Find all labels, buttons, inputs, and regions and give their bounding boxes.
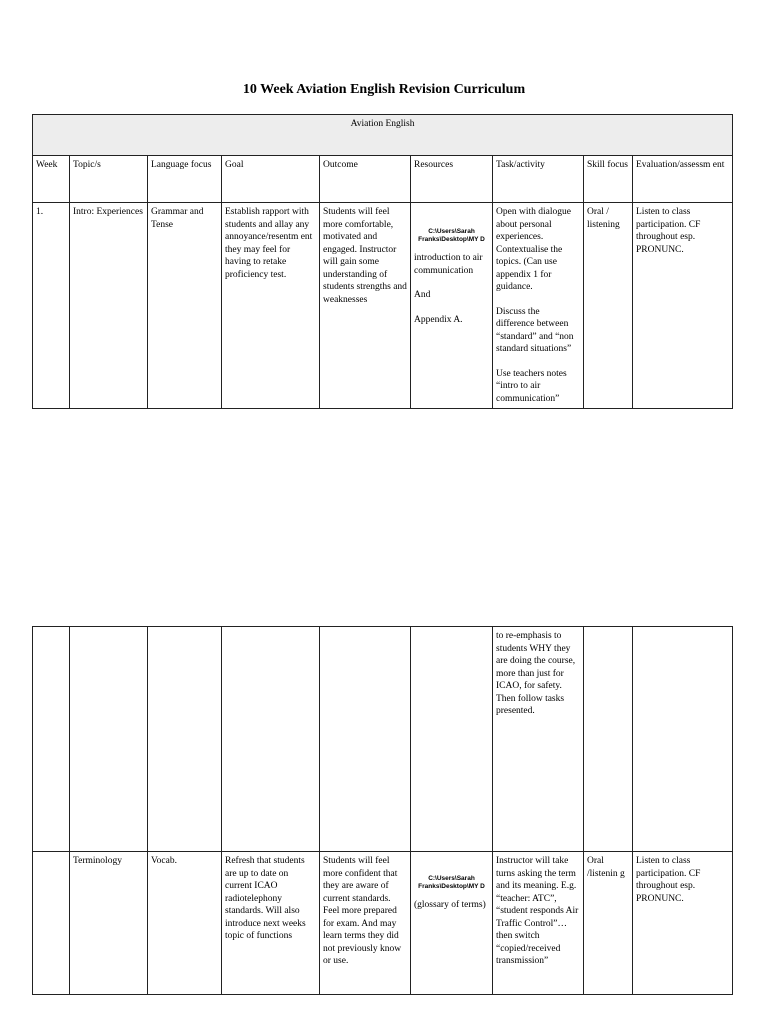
- table-row: [33, 627, 733, 852]
- cell-resources: [411, 203, 493, 409]
- cell-topic: Intro: Experiences: [70, 203, 148, 409]
- cell-skill-focus: [584, 627, 633, 852]
- cell-outcome: Students will feel more confident that they are aware of current standards. Feel more prepared for exam. And may learn terms they did not previously know or use.: [320, 852, 411, 995]
- header-resources: Resources: [411, 156, 493, 203]
- resource-text: (glossary of terms): [414, 900, 486, 910]
- table-row: [33, 852, 733, 995]
- cell-goal: Refresh that students are up to date on current ICAO radiotelephony standards. Will also introduce next weeks topic of functions: [222, 852, 320, 995]
- cell-language-focus: Grammar and Tense: [148, 203, 222, 409]
- resource-file-link[interactable]: C:\Users\Sarah Franks\Desktop\MY D: [418, 875, 485, 890]
- cell-outcome: [320, 627, 411, 852]
- task-text: Use teachers notes “intro to air communication”: [496, 368, 567, 404]
- cell-skill-focus: Oral /listenin g: [584, 852, 633, 995]
- cell-week: [33, 627, 70, 852]
- cell-evaluation: [633, 627, 733, 852]
- resource-text: Appendix A.: [414, 314, 463, 325]
- cell-topic: [70, 627, 148, 852]
- header-outcome: Outcome: [320, 156, 411, 203]
- header-language-focus: Language focus: [148, 156, 222, 203]
- resource-text: introduction to air communication: [414, 253, 483, 276]
- resource-text: And: [414, 290, 431, 300]
- cell-evaluation: Listen to class participation. CF throughout esp. PRONUNC.: [633, 852, 733, 995]
- cell-skill-focus: Oral / listening: [584, 203, 633, 409]
- header-topic: Topic/s: [70, 156, 148, 203]
- resource-file-link[interactable]: C:\Users\Sarah Franks\Desktop\MY D: [418, 228, 485, 243]
- cell-topic: Terminology: [70, 852, 148, 995]
- cell-language-focus: Vocab.: [148, 852, 222, 995]
- table-row: [33, 203, 733, 409]
- header-goal: Goal: [222, 156, 320, 203]
- cell-evaluation: Listen to class participation. CF throughout esp. PRONUNC.: [633, 203, 733, 409]
- header-evaluation: Evaluation/assessm ent: [633, 156, 733, 203]
- table-banner: Aviation English: [33, 115, 733, 156]
- cell-task-activity: [493, 203, 584, 409]
- task-text: Open with dialogue about personal experiences. Contextualise the topics. (Can use appendix 1 for guidance.: [496, 207, 571, 292]
- cell-task-activity: Instructor will take turns asking the term and its meaning. E.g. “teacher: ATC”, “student responds Air Traffic Control”… then switch “copied/received transmission”: [493, 852, 584, 995]
- curriculum-table-continued: [32, 626, 733, 995]
- cell-week: 1.: [33, 203, 70, 409]
- header-week: Week: [33, 156, 70, 203]
- cell-resources: [411, 627, 493, 852]
- header-task-activity: Task/activity: [493, 156, 584, 203]
- table-header-row: [33, 156, 733, 203]
- curriculum-table: [32, 114, 733, 409]
- cell-goal: [222, 627, 320, 852]
- cell-goal: Establish rapport with students and allay any annoyance/resentm ent they may feel for having to retake proficiency test.: [222, 203, 320, 409]
- cell-language-focus: [148, 627, 222, 852]
- cell-week: [33, 852, 70, 995]
- cell-resources: [411, 852, 493, 995]
- header-skill-focus: Skill focus: [584, 156, 633, 203]
- document-title: 10 Week Aviation English Revision Curriculum: [242, 82, 526, 97]
- cell-outcome: Students will feel more comfortable, motivated and engaged. Instructor will gain some understanding of students strengths and weaknesses: [320, 203, 411, 409]
- cell-task-activity: to re-emphasis to students WHY they are doing the course, more than just for ICAO, for safety. Then follow tasks presented.: [493, 627, 584, 852]
- task-text: Discuss the difference between “standard” and “non standard situations”: [496, 306, 574, 354]
- table-banner-row: [33, 115, 733, 156]
